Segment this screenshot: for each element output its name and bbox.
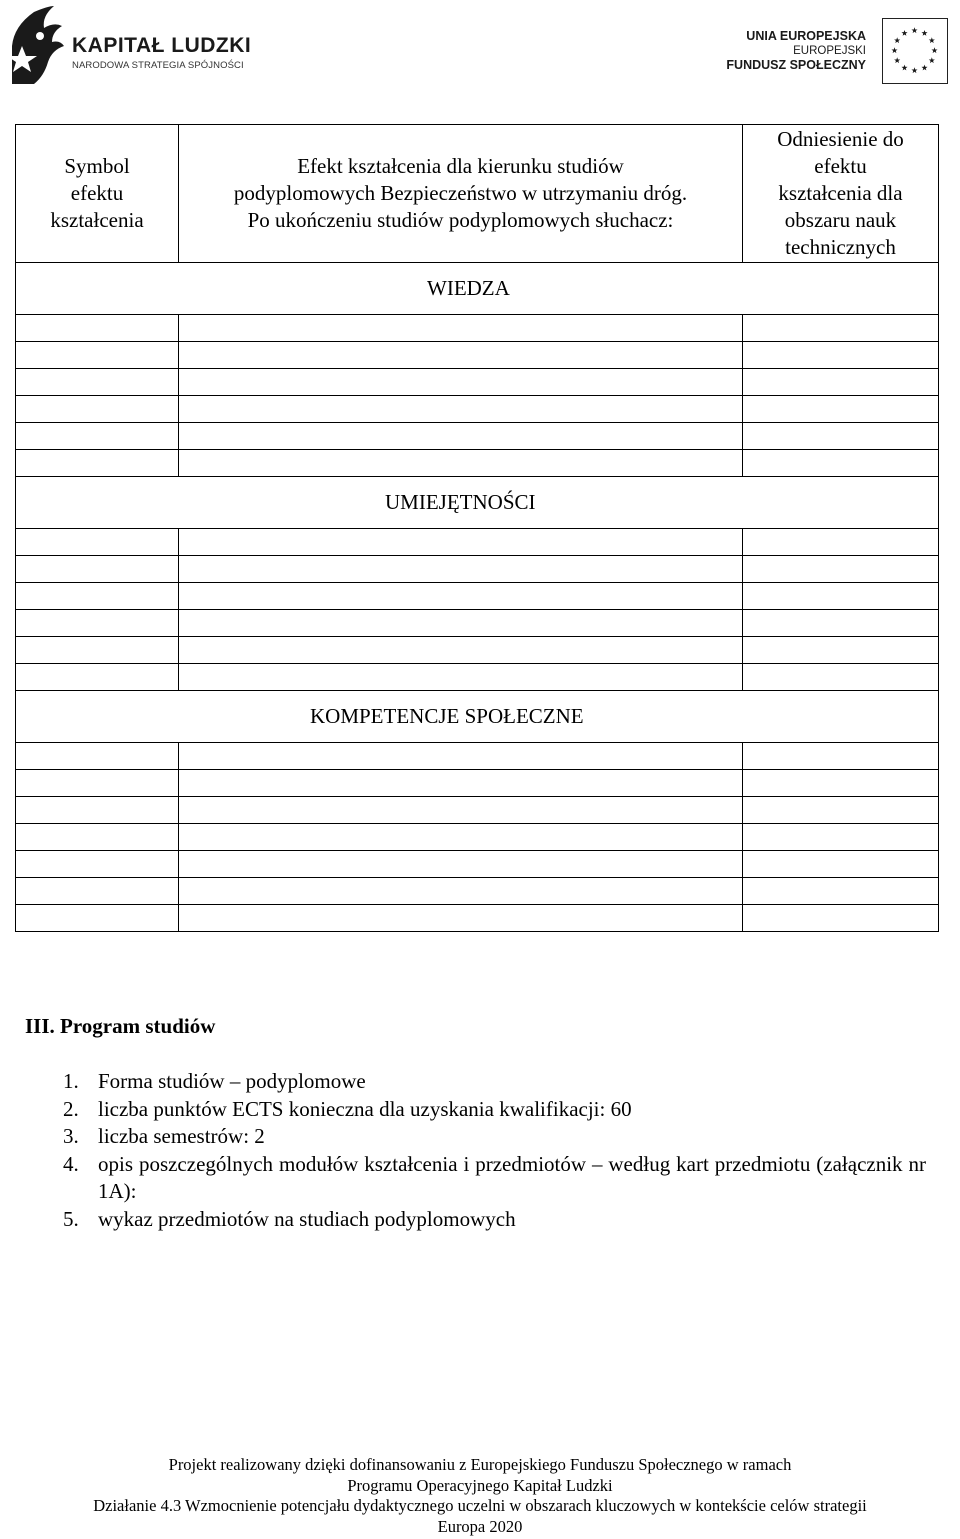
- table-cell[interactable]: [179, 851, 743, 878]
- flame-icon: [4, 6, 66, 86]
- header-line: efektu: [70, 181, 124, 205]
- item-text: wykaz przedmiotów na studiach podyplomowych: [98, 1206, 516, 1231]
- header-line: Odniesienie do: [777, 127, 904, 151]
- table-cell[interactable]: [16, 529, 179, 556]
- star-icon: [891, 47, 897, 53]
- list-item: [56, 1206, 926, 1234]
- footer-block-1: [0, 1455, 960, 1496]
- table-cell[interactable]: [743, 770, 939, 797]
- table-cell[interactable]: [179, 664, 743, 691]
- table-cell[interactable]: [16, 315, 179, 342]
- footer-block-2: [0, 1496, 960, 1537]
- list-item: [56, 1096, 926, 1124]
- item-text: Forma studiów – podyplomowe: [98, 1069, 366, 1093]
- item-text: opis poszczególnych modułów kształcenia i przedmiotów – według kart przedmiotu (załącznik nr 1A):: [98, 1151, 926, 1203]
- table-cell[interactable]: [16, 423, 179, 450]
- table-cell[interactable]: [179, 556, 743, 583]
- table-cell[interactable]: [743, 529, 939, 556]
- table-cell[interactable]: [743, 824, 939, 851]
- table-row: [16, 315, 939, 342]
- star-icon: [894, 57, 900, 63]
- table-cell[interactable]: [743, 905, 939, 932]
- table-row: [16, 824, 939, 851]
- table-cell[interactable]: [179, 824, 743, 851]
- eu-line2: EUROPEJSKI: [793, 45, 866, 57]
- star-icon: [929, 37, 935, 43]
- star-icon: [911, 67, 917, 73]
- list-item: [56, 1123, 926, 1151]
- section-row-umiejetnosci: [16, 477, 939, 529]
- star-icon: [901, 65, 907, 71]
- star-icon: [911, 27, 917, 33]
- table-cell[interactable]: [743, 583, 939, 610]
- table-cell[interactable]: [179, 583, 743, 610]
- table-row: [16, 450, 939, 477]
- table-cell[interactable]: [179, 797, 743, 824]
- table-row: [16, 664, 939, 691]
- table-cell[interactable]: [179, 369, 743, 396]
- table-cell[interactable]: [16, 770, 179, 797]
- table-cell[interactable]: [179, 637, 743, 664]
- program-list: [56, 1068, 926, 1233]
- table-cell[interactable]: [179, 770, 743, 797]
- table-cell[interactable]: [743, 396, 939, 423]
- list-item: [56, 1068, 926, 1096]
- table-cell[interactable]: [16, 878, 179, 905]
- table-cell[interactable]: [179, 315, 743, 342]
- table-cell[interactable]: [16, 797, 179, 824]
- table-cell[interactable]: [743, 743, 939, 770]
- table-cell[interactable]: [16, 450, 179, 477]
- item-number: 4.: [63, 1151, 79, 1176]
- table-row: [16, 423, 939, 450]
- item-text: liczba punktów ECTS konieczna dla uzyskania kwalifikacji: 60: [98, 1096, 632, 1121]
- star-icon: [921, 30, 927, 36]
- table-cell[interactable]: [743, 637, 939, 664]
- table-cell[interactable]: [16, 664, 179, 691]
- section-title: KOMPETENCJE SPOŁECZNE: [16, 691, 939, 743]
- logo-title: KAPITAŁ LUDZKI: [72, 34, 252, 57]
- section-row-wiedza: [16, 263, 939, 315]
- eu-line3: FUNDUSZ SPOŁECZNY: [726, 58, 866, 72]
- section-title: UMIEJĘTNOŚCI: [16, 477, 939, 529]
- table-cell[interactable]: [16, 556, 179, 583]
- header-line: efektu: [814, 154, 867, 178]
- eu-logo: [698, 16, 948, 86]
- logo-subtitle: NARODOWA STRATEGIA SPÓJNOŚCI: [72, 60, 244, 71]
- table-row: [16, 905, 939, 932]
- table-cell[interactable]: [743, 851, 939, 878]
- table-cell[interactable]: [16, 851, 179, 878]
- table-row: [16, 342, 939, 369]
- item-number: 3.: [63, 1124, 79, 1148]
- footer-line: Projekt realizowany dzięki dofinansowaniu z Europejskiego Funduszu Społecznego w ramach: [168, 1455, 792, 1474]
- table-row: [16, 797, 939, 824]
- table-cell[interactable]: [179, 878, 743, 905]
- table-cell[interactable]: [16, 342, 179, 369]
- header-reference: [743, 125, 939, 263]
- table-cell[interactable]: [16, 369, 179, 396]
- kapital-ludzki-logo: [4, 6, 254, 88]
- header-line: kształcenia: [50, 208, 144, 232]
- list-item: [56, 1151, 926, 1206]
- header-line: technicznych: [785, 235, 896, 259]
- table-cell[interactable]: [743, 369, 939, 396]
- header-line: Symbol: [64, 154, 130, 178]
- star-icon: [901, 30, 907, 36]
- header-line: kształcenia dla: [778, 181, 903, 205]
- table-cell[interactable]: [743, 450, 939, 477]
- table-cell[interactable]: [179, 743, 743, 770]
- table-row: [16, 556, 939, 583]
- table-row: [16, 851, 939, 878]
- table-cell[interactable]: [16, 583, 179, 610]
- table-cell[interactable]: [16, 824, 179, 851]
- header-line: podyplomowych Bezpieczeństwo w utrzymaniu dróg.: [233, 181, 688, 205]
- footer-line: Działanie 4.3 Wzmocnienie potencjału dydaktycznego uczelni w obszarach kluczowych w kontekście celów strategii: [93, 1496, 867, 1515]
- table-cell[interactable]: [743, 610, 939, 637]
- table-cell[interactable]: [179, 450, 743, 477]
- section-title: WIEDZA: [16, 263, 939, 315]
- table-cell[interactable]: [16, 610, 179, 637]
- table-cell[interactable]: [179, 905, 743, 932]
- table-cell[interactable]: [179, 342, 743, 369]
- eu-line1: UNIA EUROPEJSKA: [746, 29, 866, 43]
- table-cell[interactable]: [179, 423, 743, 450]
- table-cell[interactable]: [16, 637, 179, 664]
- section-row-kompetencje: [16, 691, 939, 743]
- item-number: 5.: [63, 1206, 79, 1231]
- star-icon: [894, 37, 900, 43]
- item-number: 1.: [63, 1069, 79, 1093]
- header-symbol: [16, 125, 179, 263]
- table-row: [16, 878, 939, 905]
- header-line: Po ukończeniu studiów podyplomowych słuchacz:: [247, 208, 674, 232]
- table-cell[interactable]: [743, 664, 939, 691]
- item-text: liczba semestrów: 2: [98, 1124, 265, 1148]
- star-icon: [929, 57, 935, 63]
- table-row: [16, 396, 939, 423]
- star-icon: [921, 65, 927, 71]
- header-effect: [179, 125, 743, 263]
- header-line: Efekt kształcenia dla kierunku studiów: [297, 154, 624, 178]
- table-row: [16, 529, 939, 556]
- header-line: obszaru nauk: [784, 208, 897, 232]
- table-cell[interactable]: [179, 610, 743, 637]
- eu-flag-icon: [882, 18, 948, 84]
- table-cell[interactable]: [743, 797, 939, 824]
- eu-logo-text: [726, 29, 866, 73]
- table-row: [16, 743, 939, 770]
- table-row: [16, 583, 939, 610]
- table-cell[interactable]: [743, 315, 939, 342]
- table-cell[interactable]: [16, 905, 179, 932]
- table-cell[interactable]: [743, 342, 939, 369]
- table-row: [16, 610, 939, 637]
- table-cell[interactable]: [16, 743, 179, 770]
- footer-line: Programu Operacyjnego Kapitał Ludzki: [347, 1475, 613, 1495]
- item-number: 2.: [63, 1096, 79, 1121]
- table-cell[interactable]: [743, 878, 939, 905]
- learning-outcomes-table: [15, 124, 939, 932]
- table-header-row: [16, 125, 939, 263]
- table-cell[interactable]: [743, 556, 939, 583]
- table-cell[interactable]: [743, 423, 939, 450]
- table-row: [16, 770, 939, 797]
- table-row: [16, 637, 939, 664]
- star-icon: [931, 47, 937, 53]
- footer-line: Europa 2020: [437, 1516, 523, 1536]
- table-row: [16, 369, 939, 396]
- table-cell[interactable]: [16, 396, 179, 423]
- table-cell[interactable]: [179, 529, 743, 556]
- table-cell[interactable]: [179, 396, 743, 423]
- program-heading: III. Program studiów: [25, 1014, 216, 1038]
